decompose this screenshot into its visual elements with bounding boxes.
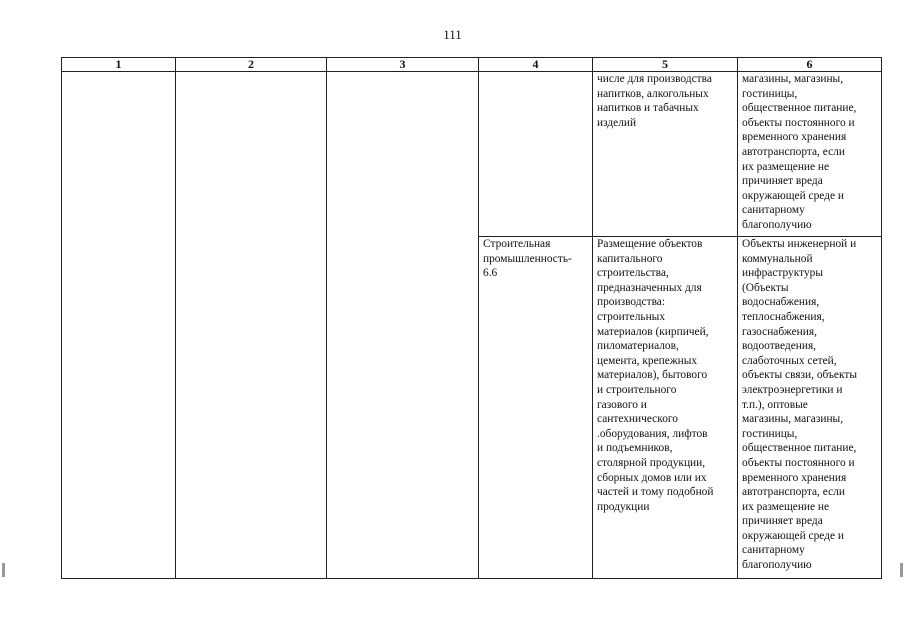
table-row [62, 72, 882, 237]
table-cell [479, 72, 593, 237]
table-header-row [62, 58, 882, 72]
table-cell: числе для производства напитков, алкогольных напитков и табачных изделий [593, 72, 738, 237]
left-edge-mark [2, 563, 5, 577]
column-header-6: 6 [738, 58, 882, 72]
column-header-3: 3 [327, 58, 479, 72]
activity-description-cell: Размещение объектов капитального строительства, предназначенных для производства: строительных материалов (кирпичей, пиломатериалов, цемента, крепежных материалов), бытового и строительного газового и сантехнического .оборудования, лифтов и подъемников, столярной продукции, сборных домов или их частей и тому подобной продукции [593, 237, 738, 579]
table-cell [327, 72, 479, 579]
land-use-table [61, 57, 882, 579]
column-header-5: 5 [593, 58, 738, 72]
right-edge-mark [900, 563, 903, 577]
table-cell [176, 72, 327, 579]
column-header-4: 4 [479, 58, 593, 72]
activity-type-cell: Строительная промышленность- 6.6 [479, 237, 593, 579]
table-cell: магазины, магазины, гостиницы, общественное питание, объекты постоянного и временного хранения автотранспорта, если их размещение не причиняет вреда окружающей среде и санитарному благополучию [738, 72, 882, 237]
permitted-objects-cell: Объекты инженерной и коммунальной инфраструктуры (Объекты водоснабжения, теплоснабжения, газоснабжения, водоотведения, слаботочных сетей, объекты связи, объекты электроэнергетики и т.п.), оптовые магазины, магазины, гостиницы, общественное питание, объекты постоянного и временного хранения автотранспорта, если их размещение не причиняет вреда окружающей среде и санитарному благополучию [738, 237, 882, 579]
column-header-2: 2 [176, 58, 327, 72]
table-cell [62, 72, 176, 579]
page-number: 111 [443, 27, 462, 42]
column-header-1: 1 [62, 58, 176, 72]
